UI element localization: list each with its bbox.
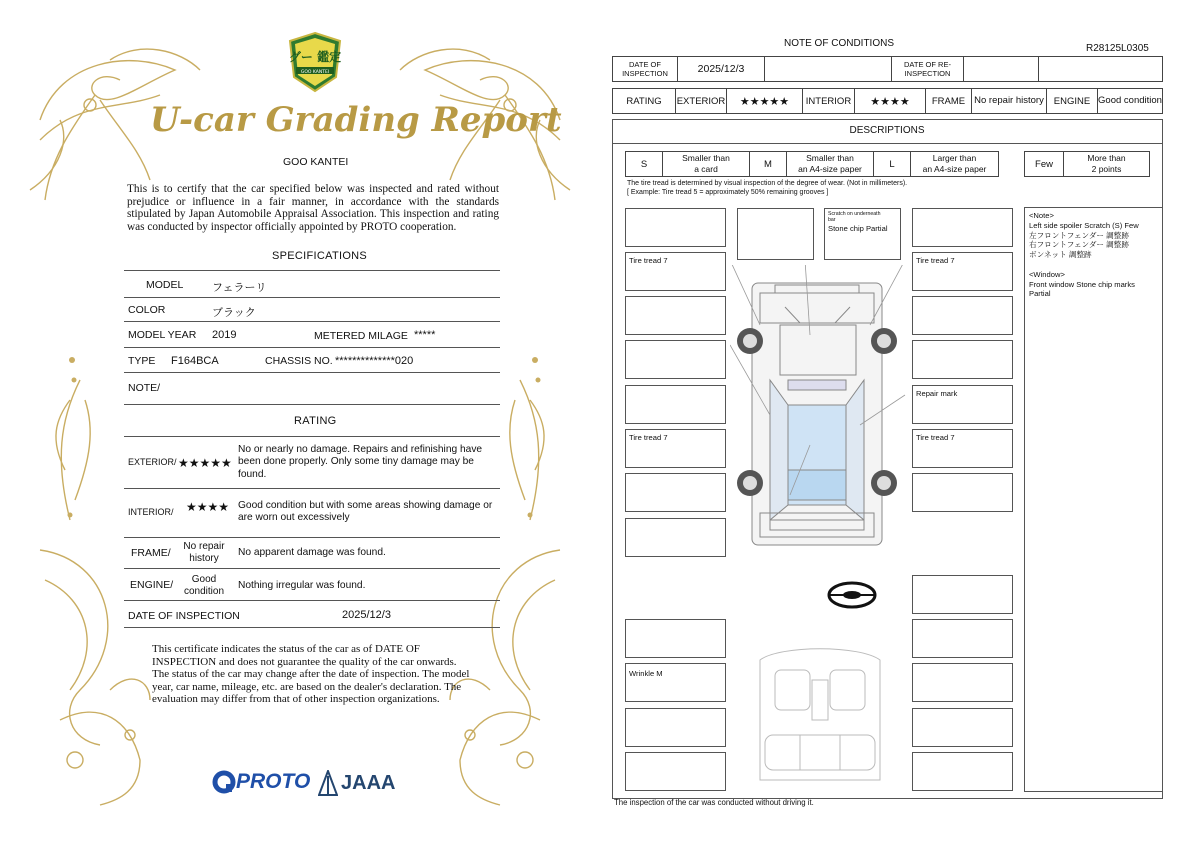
color-label: COLOR — [128, 304, 166, 316]
model-label: MODEL — [146, 279, 184, 291]
tire-tread-rr: Tire tread 7 — [916, 433, 955, 442]
engine-value: Good condition — [1098, 89, 1163, 114]
note-line: Front window Stone chip marks — [1029, 279, 1135, 289]
interior-label: INTERIOR/ — [128, 507, 174, 517]
date-of-inspection-label: DATE OF INSPECTION — [613, 57, 678, 82]
goo-kantei-badge-icon — [286, 31, 344, 93]
car-interior-diagram — [750, 640, 890, 790]
repair-mark-note: Repair mark — [916, 389, 958, 398]
chassis-value: **************020 — [335, 355, 414, 367]
annotation-box — [737, 208, 814, 260]
notes-panel — [1024, 207, 1163, 792]
annotation-box — [912, 296, 1013, 335]
size-legend-table — [625, 151, 999, 177]
tire-tread-fl: Tire tread 7 — [629, 256, 668, 265]
note-line: 右フロントフェンダー 調整跡 — [1029, 240, 1129, 250]
note-line: <Window> — [1029, 269, 1065, 279]
note-line — [1029, 260, 1158, 270]
chassis-label: CHASSIS NO. — [265, 355, 333, 367]
legend-l-desc: Larger than an A4-size paper — [911, 152, 999, 177]
tire-note-1: The tire tread is determined by visual inspection of the degree of wear. (Not in millimeters). — [627, 180, 908, 187]
model-year-value: 2019 — [212, 329, 237, 341]
exterior-label: EXTERIOR/ — [128, 457, 177, 467]
engine-value: Good condition — [183, 574, 225, 597]
annotation-box — [912, 208, 1013, 247]
empty-cell — [765, 57, 892, 82]
legend-m: M — [750, 152, 787, 177]
proto-logo-text: PROTO — [236, 770, 311, 793]
note-footer: The inspection of the car was conducted without driving it. — [614, 798, 814, 807]
annotation-box — [912, 708, 1013, 747]
divider — [124, 568, 500, 569]
divider — [124, 600, 500, 601]
divider — [124, 436, 500, 437]
proto-mark-icon — [212, 770, 236, 794]
exterior-stars: ★★★★★ — [178, 456, 232, 470]
engine-label: ENGINE/ — [130, 579, 174, 591]
frame-label: FRAME/ — [131, 547, 171, 559]
badge-text: グー 鑑定 — [288, 50, 342, 64]
annotation-box — [912, 663, 1013, 702]
interior-stars: ★★★★ — [186, 500, 230, 514]
frame-label: FRAME — [926, 89, 972, 114]
frame-value: No repair history — [972, 89, 1047, 114]
annotation-box — [912, 473, 1013, 512]
car-top-view-diagram — [730, 265, 910, 555]
exterior-description: No or nearly no damage. Repairs and refinishing have been done properly. Only some tiny damage may be found. — [238, 444, 483, 480]
notes-list — [1025, 208, 1162, 302]
annotation-box — [912, 385, 1013, 424]
tire-tread-fr: Tire tread 7 — [916, 256, 955, 265]
legend-few-desc: More than 2 points — [1064, 152, 1150, 177]
annotation-box — [625, 252, 726, 291]
annotation-box — [912, 575, 1013, 614]
engine-description: Nothing irregular was found. — [238, 580, 366, 591]
model-value: フェラーリ — [212, 282, 267, 294]
stone-chip-note: Stone chip Partial — [828, 224, 888, 233]
frame-description: No apparent damage was found. — [238, 547, 386, 558]
proto-logo — [212, 770, 310, 794]
note-title: NOTE OF CONDITIONS — [784, 38, 894, 49]
annotation-box — [625, 473, 726, 512]
jaaa-logo-text: JAAA — [341, 771, 396, 794]
divider — [124, 488, 500, 489]
report-subtitle: GOO KANTEI — [283, 156, 349, 168]
note-line: ボンネット 調整跡 — [1029, 250, 1092, 260]
steering-wheel-icon — [826, 580, 878, 610]
date-label: DATE OF INSPECTION — [128, 610, 240, 622]
certificate-intro: This is to certify that the car specified below was inspected and rated without prejudice or influence in a fair manner, in accordance with the standards stipulated by Japan Automobile Appraisal Association. This inspection and rating was conducted by inspector officially appointed by PROTO cooperation. — [127, 183, 499, 233]
annotation-box — [625, 752, 726, 791]
empty-cell — [964, 57, 1039, 82]
note-label: NOTE/ — [128, 382, 161, 394]
rating-label: RATING — [613, 89, 676, 114]
rating-table — [612, 88, 1163, 114]
legend-s: S — [626, 152, 663, 177]
note-line: Partial — [1029, 289, 1051, 299]
annotation-box — [625, 296, 726, 335]
annotation-box — [625, 708, 726, 747]
note-of-conditions — [600, 0, 1200, 848]
reference-number: R28125L0305 — [1086, 43, 1149, 54]
type-label: TYPE — [128, 355, 156, 367]
annotation-box — [625, 619, 726, 658]
scratch-underneath-1: Scratch on underneath — [828, 211, 881, 217]
jaaa-logo — [318, 770, 395, 796]
model-year-label: MODEL YEAR — [128, 329, 197, 341]
annotation-box — [912, 429, 1013, 468]
jaaa-mark-icon — [318, 770, 338, 796]
engine-label: ENGINE — [1047, 89, 1098, 114]
scratch-underneath-2: bar — [828, 217, 836, 223]
interior-description: Good condition but with some areas showing damage or are worn out excessively — [238, 500, 493, 524]
report-title: U-car Grading Report — [150, 100, 562, 140]
rating-heading: RATING — [294, 415, 337, 427]
annotation-box — [625, 340, 726, 379]
annotation-box — [912, 752, 1013, 791]
badge-sub: GOO KANTEI — [300, 70, 330, 75]
interior-stars: ★★★★ — [855, 89, 926, 114]
note-line: 左フロントフェンダー 調整跡 — [1029, 230, 1129, 240]
frame-value: No repair history — [183, 541, 225, 564]
wrinkle-note: Wrinkle M — [629, 669, 663, 678]
date-value: 2025/12/3 — [342, 609, 391, 621]
annotation-box — [625, 429, 726, 468]
legend-l: L — [874, 152, 911, 177]
exterior-label: EXTERIOR — [676, 89, 727, 114]
interior-label: INTERIOR — [803, 89, 855, 114]
divider — [124, 372, 500, 373]
divider — [124, 321, 500, 322]
empty-cell — [1039, 57, 1163, 82]
divider — [124, 297, 500, 298]
legend-s-desc: Smaller than a card — [663, 152, 750, 177]
legend-few: Few — [1025, 152, 1064, 177]
descriptions-heading: DESCRIPTIONS — [612, 119, 1162, 144]
tire-note-2: [ Example: Tire tread 5 = approximately 50% remaining grooves ] — [627, 189, 829, 196]
metered-mileage-value: ***** — [414, 329, 436, 341]
note-line: <Note> — [1029, 211, 1054, 220]
specifications-heading: SPECIFICATIONS — [272, 250, 368, 262]
annotation-box — [824, 208, 901, 260]
few-legend-table — [1024, 151, 1150, 177]
certificate-footer-note: This certificate indicates the status of the car as of DATE OF INSPECTION and does not guarantee the quality of the car onwards. The status of the car may change after the date of inspection. The model year, car name, mileage, etc. are based on the dealer's declaration. The evaluation may differ from that of other inspection organizations. — [152, 643, 470, 706]
legend-m-desc: Smaller than an A4-size paper — [787, 152, 874, 177]
divider — [124, 270, 500, 271]
annotation-box — [625, 663, 726, 702]
annotation-box — [912, 340, 1013, 379]
divider — [124, 627, 500, 628]
color-value: ブラック — [212, 307, 256, 319]
inspection-dates-table — [612, 56, 1163, 82]
reinspection-label: DATE OF RE-INSPECTION — [892, 57, 964, 82]
annotation-box — [625, 518, 726, 557]
annotation-box — [912, 619, 1013, 658]
tire-tread-rl: Tire tread 7 — [629, 433, 668, 442]
metered-mileage-label: METERED MILAGE — [314, 330, 408, 342]
date-of-inspection-value: 2025/12/3 — [678, 57, 765, 82]
type-value: F164BCA — [171, 355, 219, 367]
note-line: Left side spoiler Scratch (S) Few — [1029, 220, 1139, 230]
exterior-stars: ★★★★★ — [727, 89, 803, 114]
divider — [124, 537, 500, 538]
divider — [124, 347, 500, 348]
annotation-box — [912, 252, 1013, 291]
annotation-box — [625, 385, 726, 424]
annotation-box — [625, 208, 726, 247]
divider — [124, 404, 500, 405]
